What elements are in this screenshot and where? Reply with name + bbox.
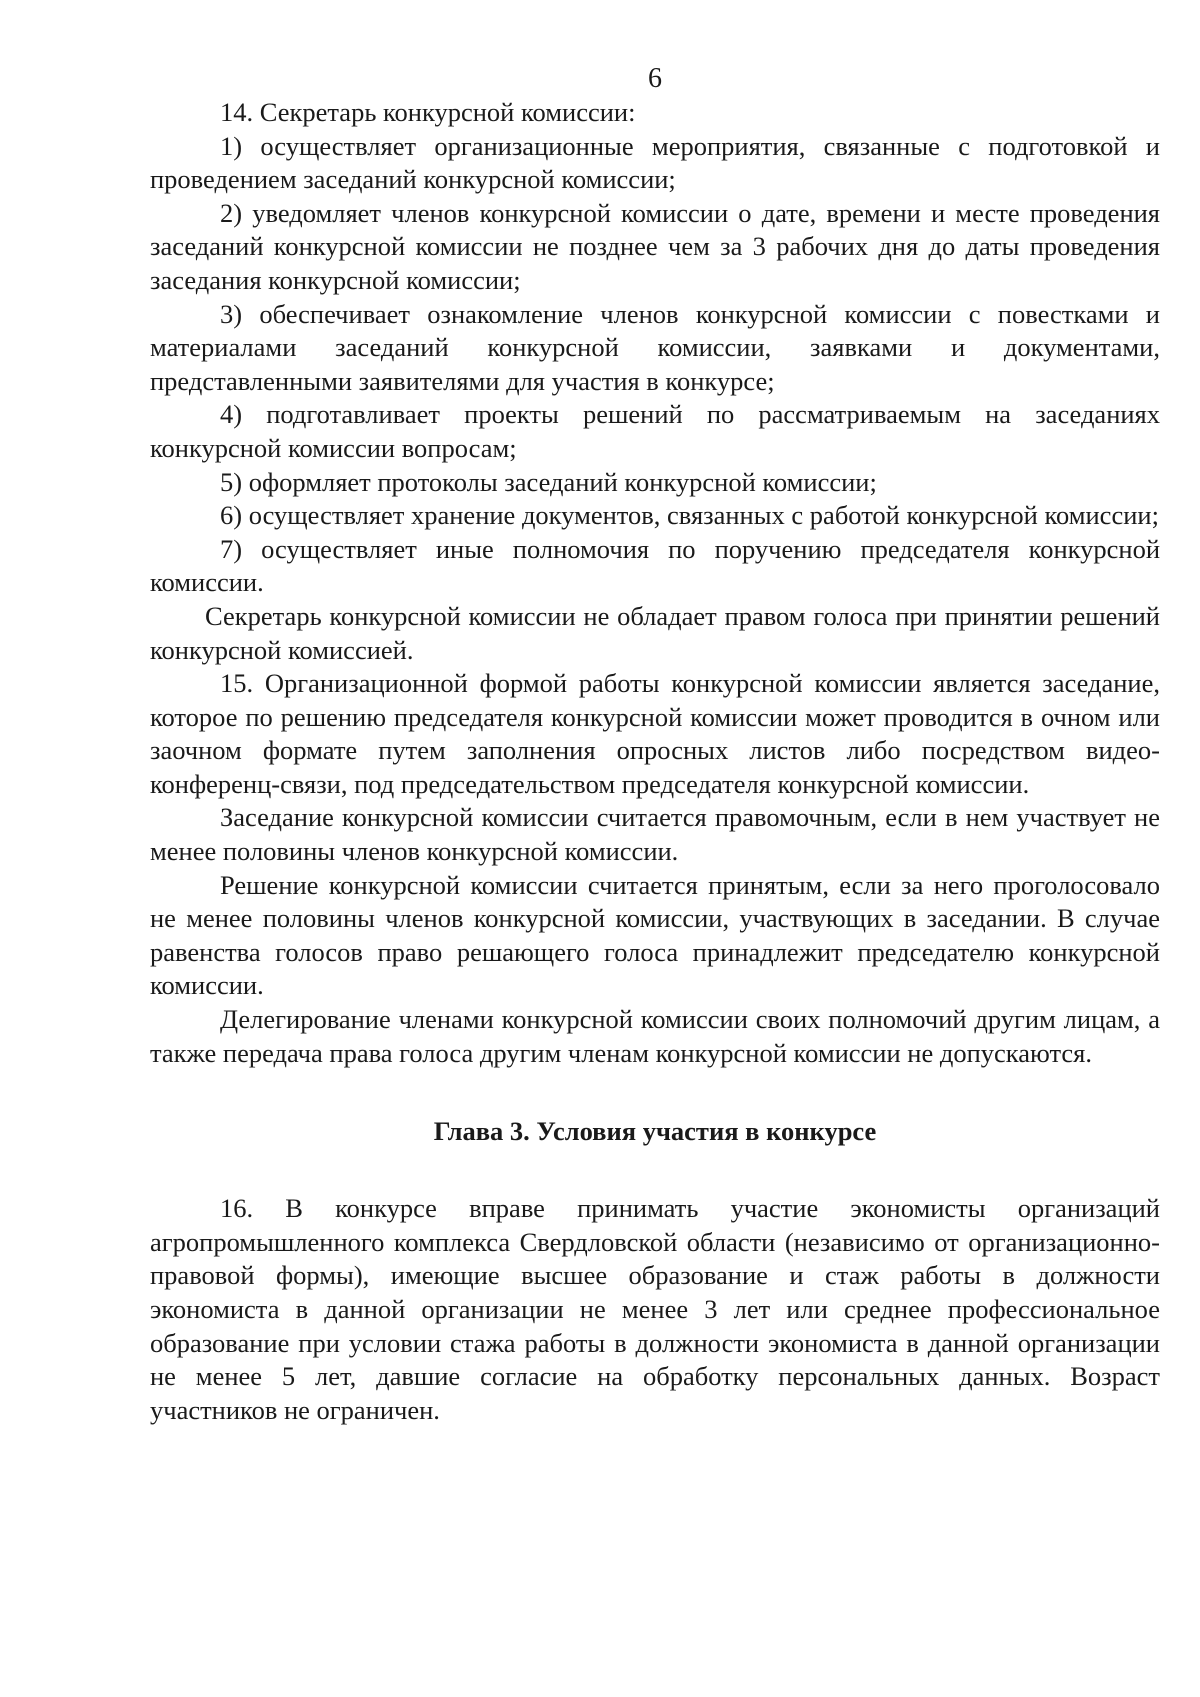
paragraph-16: 16. В конкурсе вправе принимать участие экономисты организаций агропромышленного комплекса Свердловской области (независимо от организационно-правовой формы), имеющие высшее образование и стаж работы в должности экономиста в данной организации не менее 3 лет или среднее профессиональное образование при условии стажа работы в должности экономиста в данной организации не менее 5 лет, давшие согласие на обработку персональных данных. Возраст участников не ограничен. (150, 1193, 1160, 1425)
paragraph-14: 14. Секретарь конкурсной комиссии: (220, 97, 636, 127)
paragraph-14-item-7: 7) осуществляет иные полномочия по поручению председателя конкурсной комиссии. (150, 533, 1160, 598)
paragraph-15: 15. Организационной формой работы конкурсной комиссии является заседание, которое по решению председателя конкурсной комиссии может проводится в очном или заочном формате путем заполнения опросных листов либо посредством видео-конференц-связи, под председательством председателя конкурсной комиссии. (150, 668, 1160, 799)
paragraph-quorum: Заседание конкурсной комиссии считается правомочным, если в нем участвует не менее половины членов конкурсной комиссии. (150, 802, 1160, 867)
paragraph-14-item-2: 2) уведомляет членов конкурсной комиссии о дате, времени и месте проведения заседаний конкурсной комиссии не позднее чем за 3 рабочих дня до даты проведения заседания конкурсной комиссии; (150, 197, 1160, 295)
document-page (150, 62, 1160, 1427)
page-number: 6 (648, 63, 662, 94)
paragraph-14-item-5: 5) оформляет протоколы заседаний конкурсной комиссии; (220, 466, 877, 497)
chapter-heading: Глава 3. Условия участия в конкурсе (433, 1116, 877, 1147)
paragraph-decision: Решение конкурсной комиссии считается принятым, если за него проголосовало не менее половины членов конкурсной комиссии, участвующих в заседании. В случае равенства голосов право решающего голоса принадлежит председателю конкурсной комиссии. (150, 869, 1160, 1001)
paragraph-secretary-vote: Секретарь конкурсной комиссии не обладает правом голоса при принятии решений конкурсной комиссией. (150, 600, 1160, 665)
paragraph-14-item-3: 3) обеспечивает ознакомление членов конкурсной комиссии с повестками и материалами заседаний конкурсной комиссии, заявками и документами, представленными заявителями для участия в конкурсе; (150, 298, 1160, 396)
paragraph-delegation: Делегирование членами конкурсной комиссии своих полномочий другим лицам, а также передача права голоса другим членам конкурсной комиссии не допускаются. (150, 1004, 1160, 1068)
paragraph-14-item-4: 4) подготавливает проекты решений по рассматриваемым на заседаниях конкурсной комиссии вопросам; (150, 399, 1160, 463)
paragraph-14-item-1: 1) осуществляет организационные мероприятия, связанные с подготовкой и проведением заседаний конкурсной комиссии; (150, 130, 1160, 195)
paragraph-14-item-6: 6) осуществляет хранение документов, связанных с работой конкурсной комиссии; (220, 500, 1159, 531)
